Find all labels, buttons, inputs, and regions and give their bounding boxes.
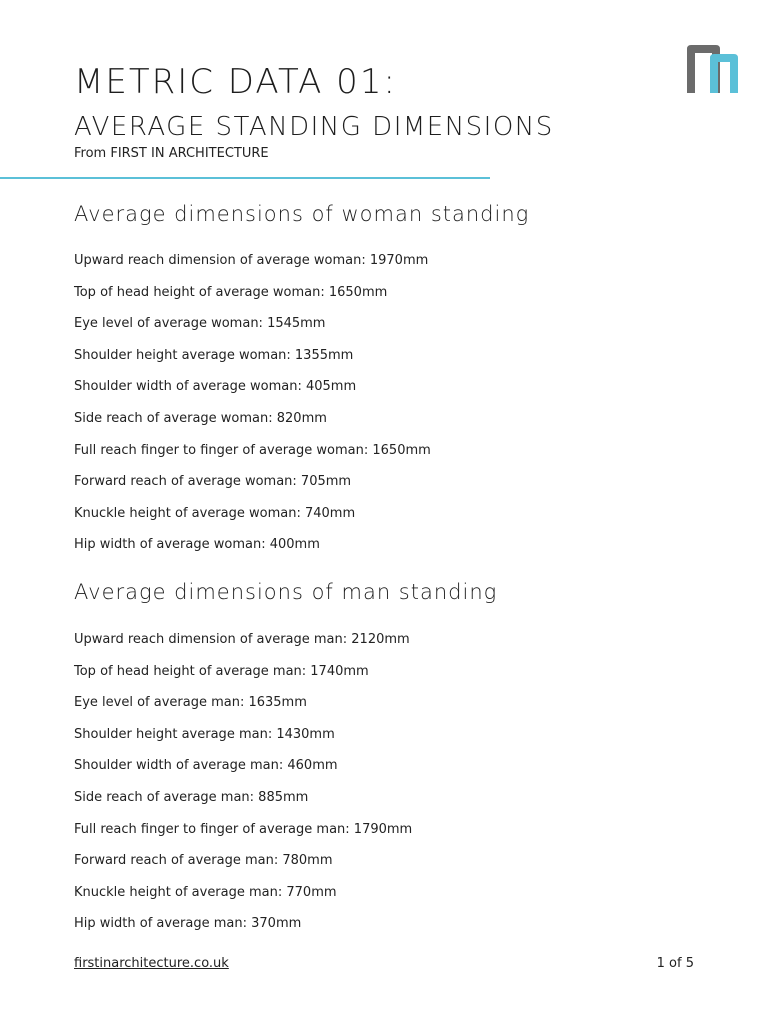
accent-divider [0,177,490,179]
website-link[interactable]: firstinarchitecture.co.uk [74,956,229,971]
list-item: Knuckle height of average woman: 740mm [74,505,356,521]
list-item: Upward reach dimension of average man: 2120mm [74,632,410,647]
list-item: Side reach of average woman: 820mm [74,410,327,426]
section-heading-man: Average dimensions of man standing [74,580,498,604]
list-item: Shoulder width of average man: 460mm [74,758,338,774]
list-item: Hip width of average man: 370mm [74,916,302,932]
list-item: Top of head height of average woman: 1650mm [74,284,388,300]
list-item: Eye level of average man: 1635mm [74,695,307,711]
list-item: Hip width of average woman: 400mm [74,537,320,553]
man-dimensions-list [74,631,412,947]
page-subtitle: AVERAGE STANDING DIMENSIONS [74,112,554,142]
list-item: Eye level of average woman: 1545mm [74,316,326,332]
list-item: Forward reach of average man: 780mm [74,853,333,869]
list-item: Upward reach dimension of average woman: 1970mm [74,253,429,268]
page-number: 1 of 5 [656,956,694,971]
section-heading-woman: Average dimensions of woman standing [74,202,530,226]
list-item: Full reach finger to finger of average woman: 1650mm [74,442,431,458]
building-arch-logo-icon [686,44,740,94]
woman-dimensions-list [74,252,431,568]
list-item: Shoulder height average man: 1430mm [74,726,335,742]
list-item: Side reach of average man: 885mm [74,789,309,805]
list-item: Knuckle height of average man: 770mm [74,884,337,900]
source-credit: From FIRST IN ARCHITECTURE [74,146,269,161]
list-item: Top of head height of average man: 1740mm [74,663,369,679]
list-item: Full reach finger to finger of average man: 1790mm [74,821,413,837]
page-title: METRIC DATA 01: [74,62,397,102]
list-item: Shoulder height average woman: 1355mm [74,347,354,363]
list-item: Forward reach of average woman: 705mm [74,474,352,490]
list-item: Shoulder width of average woman: 405mm [74,379,357,395]
